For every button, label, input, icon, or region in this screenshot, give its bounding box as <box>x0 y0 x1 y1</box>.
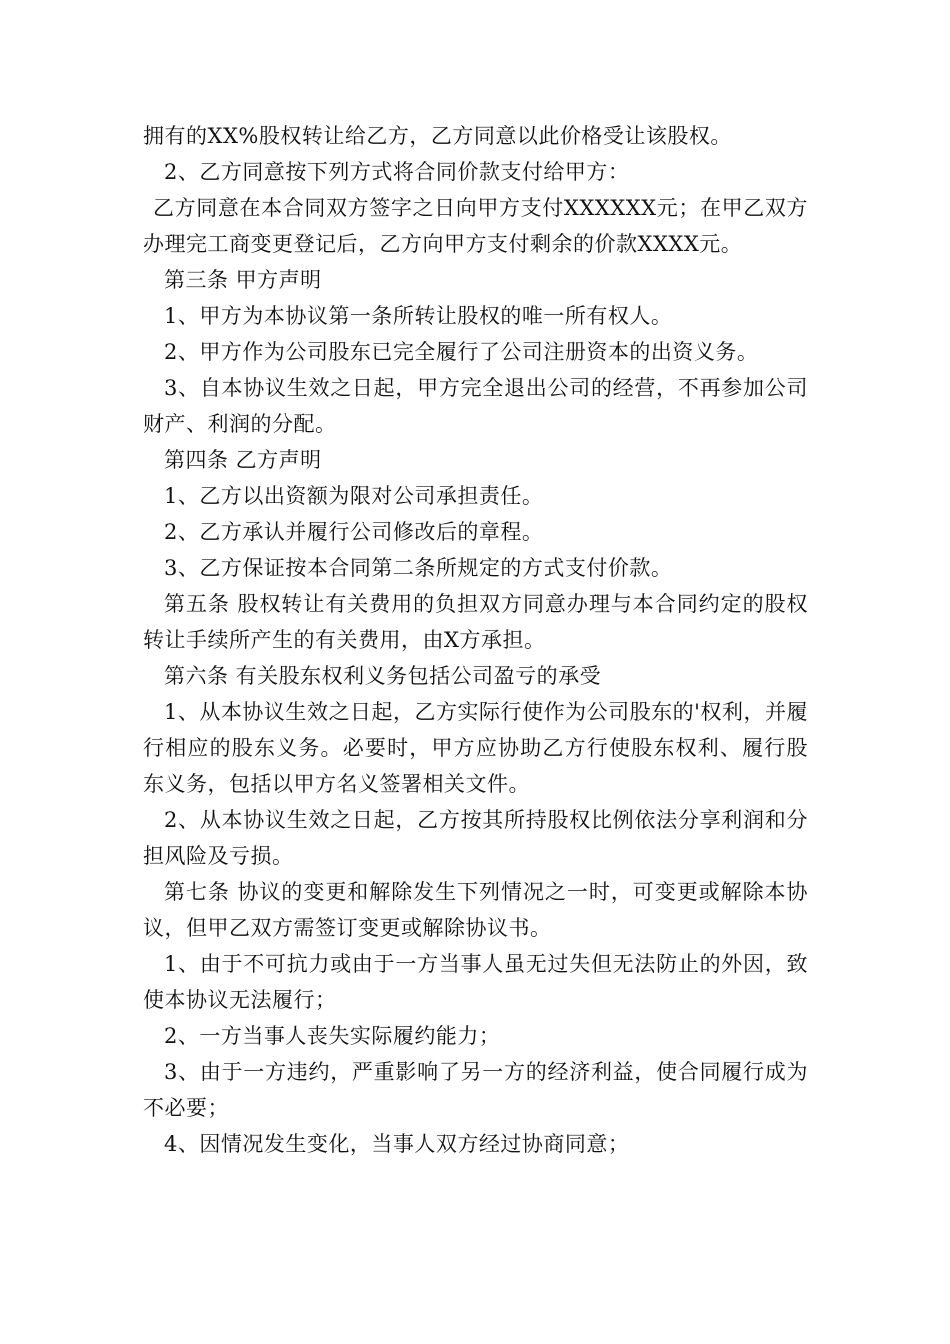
article-7-item-3: 3、由于一方违约，严重影响了另一方的经济利益，使合同履行成为不必要； <box>143 1060 808 1120</box>
article-3-heading: 第三条 甲方声明 <box>164 268 322 292</box>
paragraph-payment-terms: 乙方同意在本合同双方签字之日向甲方支付XXXXXX元；在甲乙双方办理完工商变更登记后，乙方向甲方支付剩余的价款XXXX元。 <box>143 196 808 256</box>
article-3-item-2: 2、甲方作为公司股东已完全履行了公司注册资本的出资义务。 <box>164 340 759 364</box>
article-4-item-3: 3、乙方保证按本合同第二条所规定的方式支付价款。 <box>164 556 673 580</box>
article-6-item-2: 2、从本协议生效之日起，乙方按其所持股权比例依法分享利润和分担风险及亏损。 <box>143 808 808 868</box>
article-6-item-1: 1、从本协议生效之日起，乙方实际行使作为公司股东的'权利，并履行相应的股东义务。必要时，甲方应协助乙方行使股东权利、履行股东义务，包括以甲方名义签署相关文件。 <box>143 700 808 796</box>
document-body <box>143 118 808 1162</box>
article-4-item-2: 2、乙方承认并履行公司修改后的章程。 <box>164 520 544 544</box>
article-3-item-3: 3、自本协议生效之日起，甲方完全退出公司的经营，不再参加公司财产、利润的分配。 <box>143 376 808 436</box>
article-4-heading: 第四条 乙方声明 <box>164 448 322 472</box>
paragraph-payment-method: 2、乙方同意按下列方式将合同价款支付给甲方： <box>164 160 630 184</box>
article-5: 第五条 股权转让有关费用的负担双方同意办理与本合同约定的股权转让手续所产生的有关费用，由X方承担。 <box>143 592 808 652</box>
article-7-heading: 第七条 协议的变更和解除发生下列情况之一时，可变更或解除本协议，但甲乙双方需签订变更或解除协议书。 <box>143 880 808 940</box>
article-4-item-1: 1、乙方以出资额为限对公司承担责任。 <box>164 484 544 508</box>
article-6-heading: 第六条 有关股东权利义务包括公司盈亏的承受 <box>164 664 602 688</box>
article-7-item-2: 2、一方当事人丧失实际履约能力； <box>164 1024 501 1048</box>
article-7-item-1: 1、由于不可抗力或由于一方当事人虽无过失但无法防止的外因，致使本协议无法履行； <box>143 952 808 1012</box>
paragraph-continuation: 拥有的XX%股权转让给乙方，乙方同意以此价格受让该股权。 <box>143 124 732 148</box>
article-7-item-4: 4、因情况发生变化，当事人双方经过协商同意； <box>164 1132 630 1156</box>
article-3-item-1: 1、甲方为本协议第一条所转让股权的唯一所有权人。 <box>164 304 673 328</box>
